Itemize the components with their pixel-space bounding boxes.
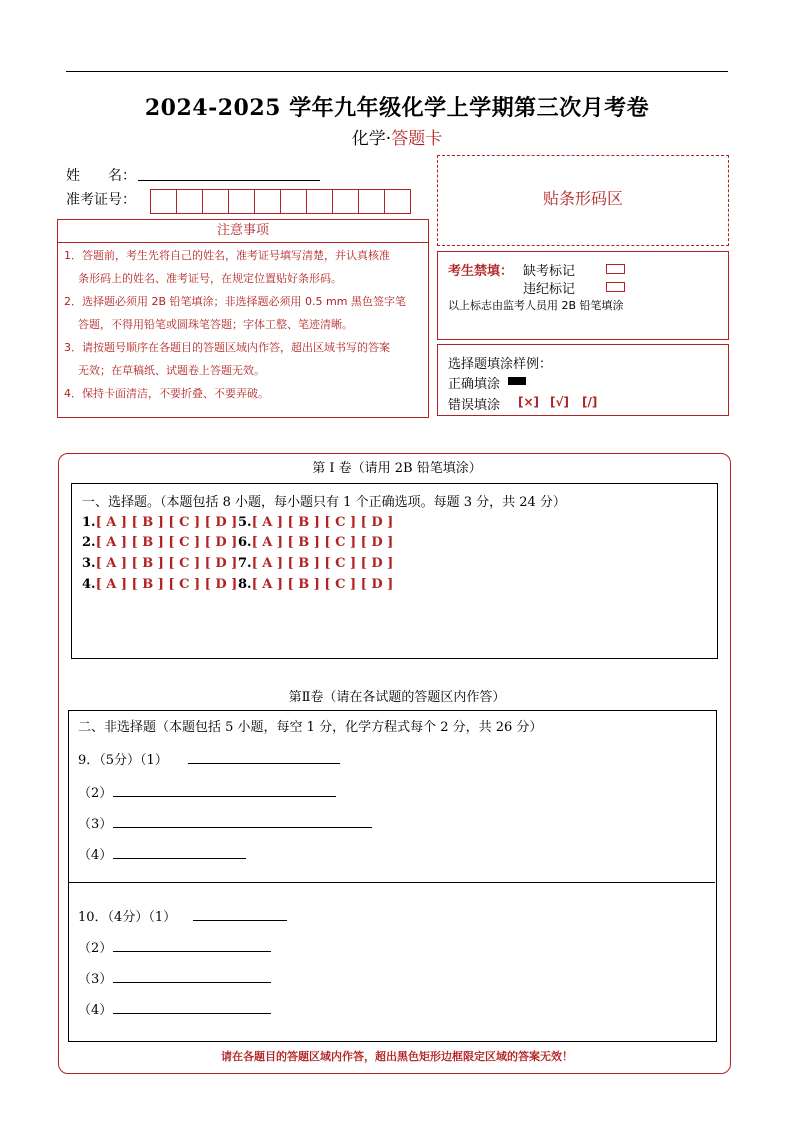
note-line: 无效；在草稿纸、试题卷上答题无效。 <box>78 364 265 377</box>
barcode-label: 贴条形码区 <box>542 189 623 208</box>
wrong-sample-1: [×] <box>518 395 540 409</box>
mc-question-7 <box>238 556 393 571</box>
mc-question-5 <box>238 515 393 530</box>
exam-id-boxes[interactable] <box>151 189 411 214</box>
notes-heading: 注意事项 <box>58 220 428 243</box>
q9-part-label: （2） <box>78 786 113 801</box>
name-label: 姓 名： <box>66 168 136 184</box>
wrong-sample-3: [/] <box>582 395 598 409</box>
note-line: 2．选择题必须用 2B 铅笔填涂；非选择题必须用 0.5 mm 黑色签字笔 <box>64 295 406 308</box>
page-title: 2024-2025 学年九年级化学上学期第三次月考卷 <box>144 95 650 121</box>
note-line: 4．保持卡面清洁，不要折叠、不要弄破。 <box>64 387 269 400</box>
notes-panel <box>57 219 429 418</box>
barcode-area <box>437 155 729 246</box>
q9-label: 9．（5分）（1） <box>78 753 168 768</box>
option-bubbles[interactable]: [ A ] [ B ] [ C ] [ D ] <box>251 556 394 571</box>
forbidden-label: 考生禁填： <box>448 264 514 279</box>
option-bubbles[interactable]: [ A ] [ B ] [ C ] [ D ] <box>95 515 238 530</box>
id-label: 准考证号： <box>66 192 136 208</box>
note-line: 1．答题前，考生先将自己的姓名，准考证号填写清楚，并认真核准 <box>64 249 390 262</box>
section2-title: 第Ⅱ卷（请在各试题的答题区内作答） <box>288 690 506 705</box>
q10-answer-1[interactable] <box>193 908 287 921</box>
id-cell[interactable] <box>306 189 333 214</box>
q9-answer-4[interactable] <box>113 846 246 859</box>
q10-part-label: （3） <box>78 972 113 987</box>
note-line: 条形码上的姓名、准考证号，在规定位置贴好条形码。 <box>78 272 342 285</box>
option-bubbles[interactable]: [ A ] [ B ] [ C ] [ D ] <box>95 556 238 571</box>
q-number: 3. <box>82 556 96 571</box>
violation-label: 违纪标记 <box>523 282 576 297</box>
q10-part-label: （2） <box>78 941 113 956</box>
absent-label: 缺考标记 <box>523 264 576 279</box>
sample-title: 选择题填涂样例： <box>448 357 553 372</box>
top-rule <box>66 71 728 72</box>
absent-mark-box[interactable] <box>606 264 625 274</box>
q9-answer-1[interactable] <box>188 751 340 764</box>
id-cell[interactable] <box>176 189 203 214</box>
mc-question-2 <box>82 535 237 550</box>
q10-answer-4[interactable] <box>113 1001 271 1014</box>
id-cell[interactable] <box>332 189 359 214</box>
invigilator-panel <box>437 251 729 340</box>
mc-question-6 <box>238 535 393 550</box>
id-cell[interactable] <box>358 189 385 214</box>
correct-fill-sample <box>508 377 526 385</box>
id-cell[interactable] <box>150 189 177 214</box>
option-bubbles[interactable]: [ A ] [ B ] [ C ] [ D ] <box>251 577 394 592</box>
question-divider <box>68 882 715 883</box>
q9-part-label: （4） <box>78 848 113 863</box>
q-number: 7. <box>238 556 252 571</box>
id-cell[interactable] <box>280 189 307 214</box>
subtitle-card: 答题卡 <box>391 129 443 149</box>
q10-answer-2[interactable] <box>113 939 271 952</box>
option-bubbles[interactable]: [ A ] [ B ] [ C ] [ D ] <box>95 577 238 592</box>
id-cell[interactable] <box>254 189 281 214</box>
name-field[interactable] <box>138 180 320 181</box>
mc-question-4 <box>82 577 237 592</box>
subtitle-subject: 化学· <box>351 129 392 149</box>
violation-mark-box[interactable] <box>606 282 625 292</box>
id-cell[interactable] <box>202 189 229 214</box>
option-bubbles[interactable]: [ A ] [ B ] [ C ] [ D ] <box>95 535 238 550</box>
footer-warning: 请在各题目的答题区域内作答，超出黑色矩形边框限定区域的答案无效！ <box>221 1050 573 1063</box>
note-line: 答题，不得用铅笔或圆珠笔答题；字体工整、笔迹清晰。 <box>78 318 353 331</box>
q10-part-label: （4） <box>78 1003 113 1018</box>
mc-question-8 <box>238 577 393 592</box>
q-number: 1. <box>82 515 96 530</box>
q9-part-label: （3） <box>78 817 113 832</box>
note-line: 3．请按题号顺序在各题目的答题区域内作答，超出区域书写的答案 <box>64 341 390 354</box>
multiple-choice-box <box>71 483 718 659</box>
forbidden-note: 以上标志由监考人员用 2B 铅笔填涂 <box>448 299 624 312</box>
mc-question-3 <box>82 556 237 571</box>
q-number: 2. <box>82 535 96 550</box>
q10-label: 10．（4分）（1） <box>78 910 177 925</box>
q9-answer-2[interactable] <box>113 784 336 797</box>
nc-heading: 二、非选择题（本题包括 5 小题，每空 1 分，化学方程式每个 2 分，共 26 分） <box>78 720 543 735</box>
section1-title: 第 I 卷（请用 2B 铅笔填涂） <box>312 461 482 476</box>
mc-heading: 一、选择题。（本题包括 8 小题，每小题只有 1 个正确选项。每题 3 分，共 24 分） <box>82 495 566 510</box>
mc-question-1 <box>82 515 237 530</box>
page-subtitle <box>0 124 794 149</box>
q-number: 5. <box>238 515 252 530</box>
option-bubbles[interactable]: [ A ] [ B ] [ C ] [ D ] <box>251 535 394 550</box>
q9-answer-3[interactable] <box>113 815 372 828</box>
id-cell[interactable] <box>384 189 411 214</box>
wrong-label: 错误填涂 <box>448 398 501 413</box>
wrong-sample-2: [√] <box>550 395 569 409</box>
id-cell[interactable] <box>228 189 255 214</box>
option-bubbles[interactable]: [ A ] [ B ] [ C ] [ D ] <box>251 515 394 530</box>
correct-label: 正确填涂 <box>448 377 501 392</box>
q10-answer-3[interactable] <box>113 970 271 983</box>
q-number: 6. <box>238 535 252 550</box>
q-number: 4. <box>82 577 96 592</box>
q-number: 8. <box>238 577 252 592</box>
fill-sample-panel <box>437 344 729 416</box>
